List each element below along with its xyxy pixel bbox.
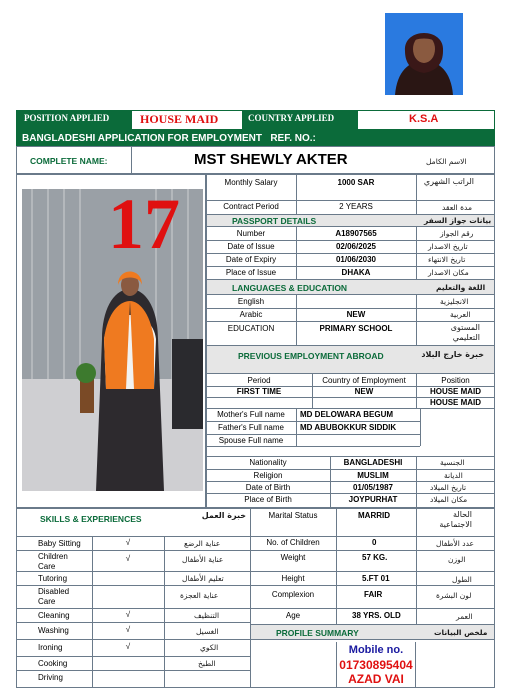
arabic-label: Arabic <box>239 310 263 319</box>
skill-washing-check: √ <box>125 625 131 634</box>
employment-col-position: Position <box>441 376 470 385</box>
passport-number-value: A18907565 <box>335 229 377 238</box>
education-label: EDUCATION <box>227 324 275 333</box>
skill-children-care-check: √ <box>125 554 131 563</box>
skill-washing-ar: الغسيل <box>196 627 219 636</box>
mobile-label: Mobile no. <box>348 644 404 656</box>
skill-disabled-care-label: Disabled Care <box>38 587 70 606</box>
languages-title: LANGUAGES & EDUCATION <box>232 283 348 293</box>
date-of-expiry-label-ar: تاريخ الانتهاء <box>428 255 466 264</box>
marital-status-label-ar: الحالة الاجتماعية <box>439 510 472 529</box>
date-of-issue-value: 02/06/2025 <box>335 242 377 251</box>
weight-label-ar: الوزن <box>448 555 466 564</box>
mobile-number: 01730895404 <box>339 658 413 672</box>
agent-name: AZAD VAI <box>348 672 404 686</box>
skill-tutoring-label: Tutoring <box>38 574 68 583</box>
profile-summary-title-ar: ملخص البيانات <box>434 628 488 637</box>
father-name-label: Father's Full name <box>218 423 284 432</box>
skill-baby-sitting-check: √ <box>125 538 131 547</box>
position-applied-value: HOUSE MAID <box>140 112 219 126</box>
date-of-birth-label-ar: تاريخ الميلاد <box>430 483 467 492</box>
country-applied-value: K.S.A <box>409 113 439 125</box>
place-of-birth-label: Place of Birth <box>244 495 292 504</box>
monthly-salary-label-ar: الراتب الشهري <box>423 177 474 186</box>
passport-number-label: Number <box>236 229 266 238</box>
nationality-label: Nationality <box>249 458 287 467</box>
nationality-label-ar: الجنسية <box>440 458 465 467</box>
skill-ironing-check: √ <box>125 642 131 651</box>
mother-name-label: Mother's Full name <box>217 410 285 419</box>
passport-photo <box>385 13 463 95</box>
employment-col-country: Country of Employment <box>322 376 406 385</box>
weight-value: 57 KG. <box>362 553 388 562</box>
passport-number-label-ar: رقم الجواز <box>440 229 474 238</box>
place-of-birth-value: JOYPURHAT <box>348 495 398 504</box>
contract-period-value: 2 YEARS <box>339 202 373 211</box>
skill-cleaning-check: √ <box>125 610 131 619</box>
english-label: English <box>237 297 265 306</box>
complexion-label: Complexion <box>271 590 315 599</box>
place-of-issue-label: Place of Issue <box>225 268 277 277</box>
form-title: BANGLADESHI APPLICATION FOR EMPLOYMENT REF. NO.: <box>22 133 316 144</box>
arabic-label-ar: العربية <box>450 310 471 319</box>
employment-col-period: Period <box>247 376 271 385</box>
marital-status-label: Marital Status <box>268 511 318 520</box>
passport-title: PASSPORT DETAILS <box>232 216 317 226</box>
skill-ironing-label: Ironing <box>38 643 63 652</box>
skill-children-care-ar: عناية الأطفال <box>182 555 224 564</box>
woman-portrait-icon <box>385 13 463 95</box>
place-of-issue-label-ar: مكان الاصدار <box>428 268 469 277</box>
monthly-salary-value: 1000 SAR <box>337 178 375 187</box>
skill-baby-sitting-label: Baby Sitting <box>38 539 81 548</box>
children-count-value: 0 <box>372 538 377 547</box>
education-label-ar: المستوى التعليمي <box>450 323 480 342</box>
english-label-ar: الانجليزية <box>440 297 469 306</box>
complete-name-label: COMPLETE NAME: <box>30 156 108 166</box>
place-of-birth-label-ar: مكان الميلاد <box>430 495 468 504</box>
skill-disabled-care-ar: عناية العجزة <box>180 591 219 600</box>
age-label: Age <box>285 611 301 620</box>
nationality-value: BANGLADESHI <box>343 458 403 467</box>
employment-title: PREVIOUS EMPLOYMENT ABROAD <box>238 351 384 361</box>
skill-cleaning-ar: التنظيف <box>194 611 220 620</box>
height-value: 5.FT 01 <box>362 574 390 583</box>
children-count-label: No. of Children <box>266 538 320 547</box>
complete-name-label-ar: الاسم الكامل <box>426 157 467 166</box>
place-of-issue-value: DHAKA <box>341 268 371 277</box>
date-of-birth-value: 01/05/1987 <box>352 483 394 492</box>
profile-summary-title: PROFILE SUMMARY <box>276 628 359 638</box>
complexion-value: FAIR <box>364 590 383 599</box>
complexion-label-ar: لون البشرة <box>436 591 472 600</box>
skill-washing-label: Washing <box>38 626 69 635</box>
age-value: 38 YRS. OLD <box>352 611 401 620</box>
date-of-expiry-label: Date of Expiry <box>225 255 277 264</box>
employment-title-ar: خبرة خارج البلاد <box>421 350 484 359</box>
contract-period-label: Contract Period <box>223 202 279 211</box>
religion-label: Religion <box>253 471 283 480</box>
passport-title-ar: بيانات جواز السفر <box>424 216 492 225</box>
education-value: PRIMARY SCHOOL <box>319 324 393 333</box>
skill-cleaning-label: Cleaning <box>38 611 70 620</box>
arabic-value: NEW <box>346 310 366 319</box>
skill-cooking-label: Cooking <box>38 659 68 668</box>
date-of-issue-label-ar: تاريخ الاصدار <box>428 242 468 251</box>
employment-country-value: NEW <box>354 387 374 396</box>
skill-driving-label: Driving <box>38 673 63 682</box>
employment-period-value: FIRST TIME <box>236 387 282 396</box>
skill-baby-sitting-ar: عناية الرضع <box>184 539 221 548</box>
skill-ironing-ar: الكوي <box>200 643 219 652</box>
employment-position-value-2: HOUSE MAID <box>429 398 482 407</box>
children-count-label-ar: عدد الأطفال <box>436 539 474 548</box>
height-label: Height <box>281 574 305 583</box>
religion-value: MUSLIM <box>357 471 389 480</box>
father-name-value: MD ABUBOKKUR SIDDIK <box>300 423 397 432</box>
contract-period-label-ar: مدة العقد <box>442 203 472 212</box>
country-applied-label: COUNTRY APPLIED <box>248 113 335 123</box>
monthly-salary-label: Monthly Salary <box>224 178 278 187</box>
skill-cooking-ar: الطبخ <box>198 659 216 668</box>
marital-status-value: MARRID <box>358 511 390 520</box>
skills-title: SKILLS & EXPERIENCES <box>40 514 142 524</box>
date-of-expiry-value: 01/06/2030 <box>335 255 377 264</box>
date-of-birth-label: Date of Birth <box>245 483 291 492</box>
spouse-name-label: Spouse Full name <box>218 436 284 445</box>
position-applied-label: POSITION APPLIED <box>24 113 110 123</box>
height-label-ar: الطول <box>452 575 472 584</box>
mother-name-value: MD DELOWARA BEGUM <box>300 410 394 419</box>
photo-number: 17 <box>108 184 180 264</box>
skill-children-care-label: Children Care <box>38 552 68 571</box>
date-of-issue-label: Date of Issue <box>227 242 275 251</box>
age-label-ar: العمر <box>456 612 473 621</box>
skill-tutoring-ar: تعليم الأطفال <box>182 574 224 583</box>
complete-name-value: MST SHEWLY AKTER <box>194 151 348 168</box>
skills-title-ar: خبرة العمل <box>201 511 246 520</box>
religion-label-ar: الديانة <box>444 471 463 480</box>
languages-title-ar: اللغة والتعليم <box>436 283 486 292</box>
employment-position-value-1: HOUSE MAID <box>429 387 482 396</box>
weight-label: Weight <box>280 553 306 562</box>
